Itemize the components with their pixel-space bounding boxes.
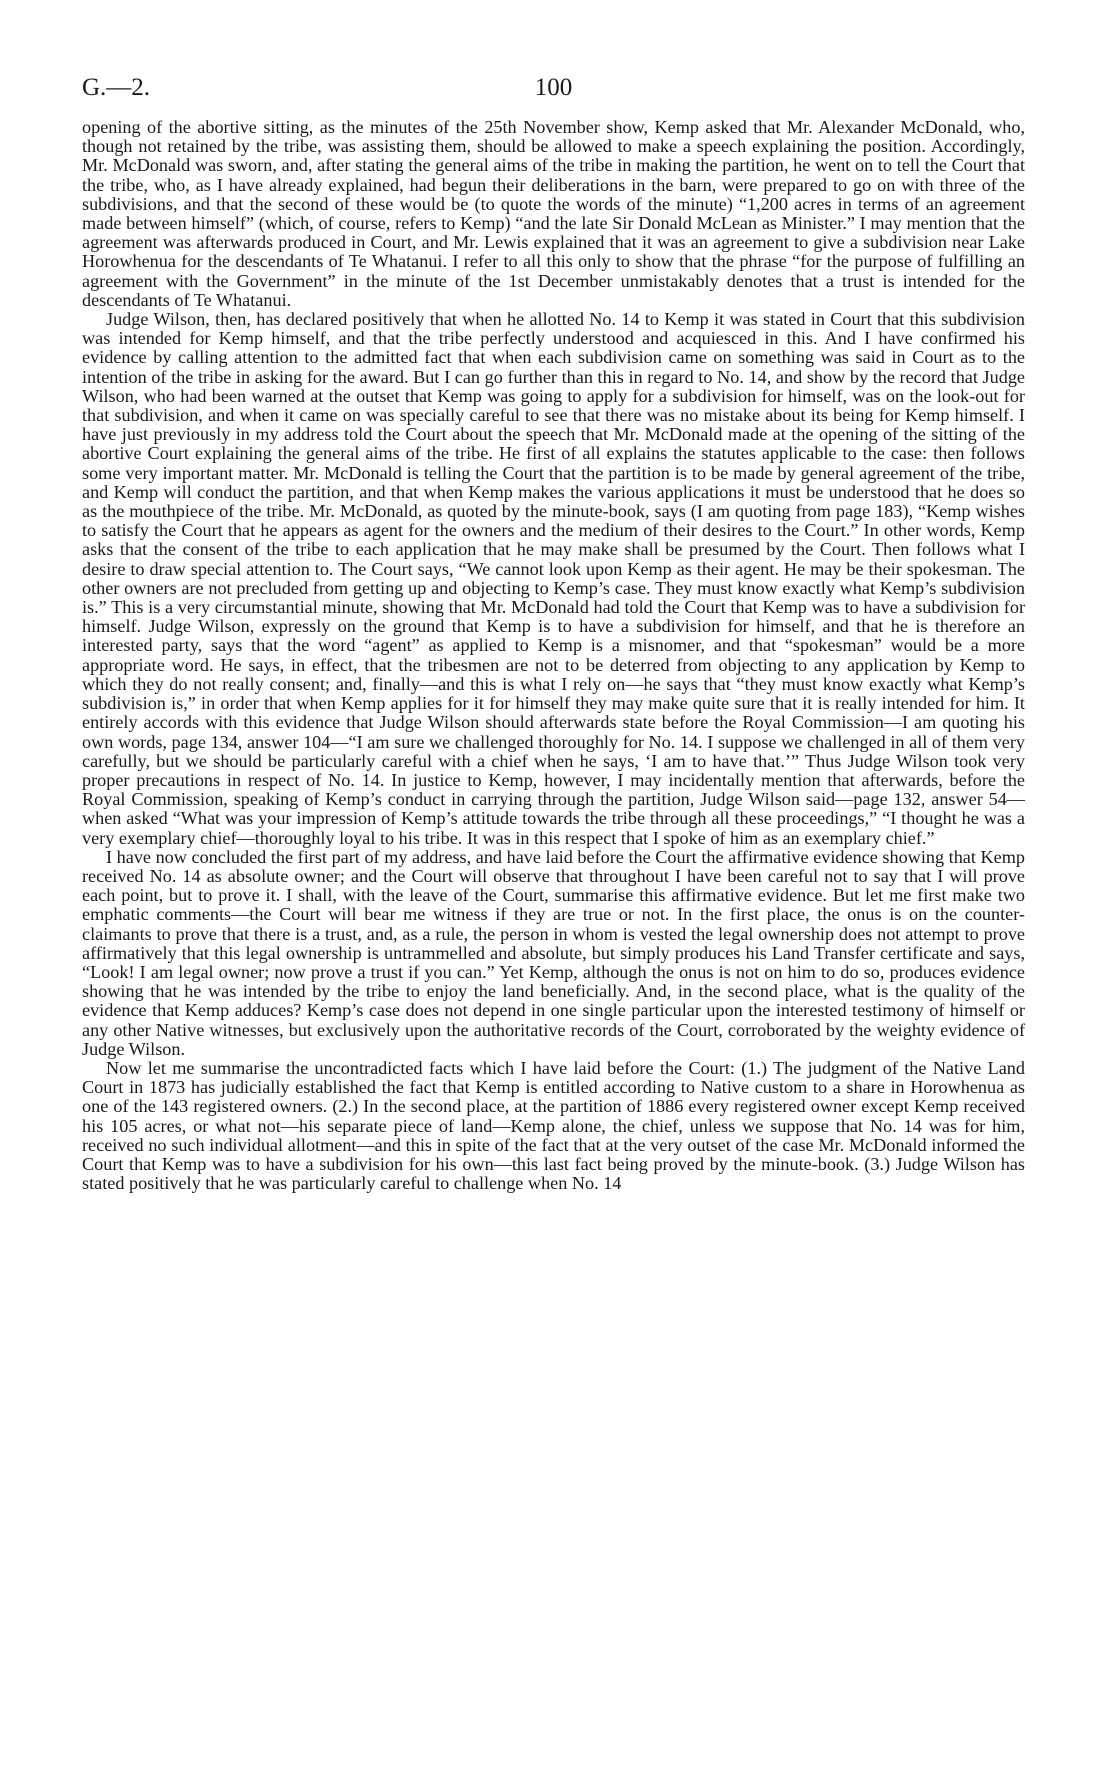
paragraph: Now let me summarise the uncontradicted facts which I have laid before the Court: (1.) The judgment of the Native Land Court in 1873 has judicially established the fact that Kemp is entitled according to Native custom to a share in Horowhenua as one of the 143 registered owners. (2.) In the second place, at the partition of 1886 every registered owner except Kemp received his 105 acres, or what not—his separate piece of land—Kemp alone, the chief, unless we suppose that No. 14 was for him, received no such individual allotment—and this in spite of the fact that at the very outset of the case Mr. McDonald informed the Court that Kemp was to have a subdivision for his own—this last fact being proved by the minute-book. (3.) Judge Wilson has stated positively that he was particularly careful to challenge when No. 14 (82, 1057, 1025, 1194)
document-reference: G.—2. (82, 74, 151, 101)
page-header (82, 74, 1025, 118)
body-text (82, 118, 1025, 1193)
paragraph: opening of the abortive sitting, as the minutes of the 25th November show, Kemp asked that Mr. Alexander McDonald, who, though not retained by the tribe, was assisting them, should be allowed to make a speech explaining the position. Accordingly, Mr. McDonald was sworn, and, after stating the general aims of the tribe in making the partition, he went on to tell the Court that the tribe, who, as I have already explained, had begun their deliberations in the barn, were prepared to go on with three of the subdivisions, and that the second of these would be (to quote the words of the minute) “1,200 acres in terms of an agreement made between himself” (which, of course, refers to Kemp) “and the late Sir Donald McLean as Minister.” I may mention that the agreement was afterwards produced in Court, and Mr. Lewis explained that it was an agreement to give a subdivision near Lake Horowhenua for the descendants of Te Whatanui. I refer to all this only to show that the phrase “for the purpose of fulfilling an agreement with the Government” in the minute of the 1st December unmistakably denotes that a trust is intended for the descendants of Te Whatanui. (82, 117, 1025, 310)
document-page (82, 74, 1025, 1193)
paragraph: Judge Wilson, then, has declared positively that when he allotted No. 14 to Kemp it was stated in Court that this subdivision was intended for Kemp himself, and that the tribe perfectly understood and acquiesced in this. And I have confirmed his evidence by calling attention to the admitted fact that when each subdivision came on something was said in Court as to the intention of the tribe in asking for the award. But I can go further than this in regard to No. 14, and show by the record that Judge Wilson, who had been warned at the outset that Kemp was going to apply for a subdivision for himself, was on the look-out for that subdivision, and when it came on was specially careful to see that there was no mistake about its being for Kemp himself. I have just previously in my address told the Court about the speech that Mr. McDonald made at the opening of the sitting of the abortive Court explaining the general aims of the tribe. He first of all explains the statutes applicable to the case: then follows some very important matter. Mr. McDonald is telling the Court that the partition is to be made by general agreement of the tribe, and Kemp will conduct the partition, and that when Kemp makes the various applications it must be understood that he does so as the mouthpiece of the tribe. Mr. McDonald, as quoted by the minute-book, says (I am quoting from page 183), “Kemp wishes to satisfy the Court that he appears as agent for the owners and the medium of their desires to the Court.” In other words, Kemp asks that the consent of the tribe to each application that he may make shall be presumed by the Court. Then follows what I desire to draw special attention to. The Court says, “We cannot look upon Kemp as their agent. He may be their spokesman. The other owners are not precluded from getting up and objecting to Kemp’s case. They must know exactly what Kemp’s subdivision is.” This is a very circumstantial minute, showing that Mr. McDonald had told the Court that Kemp was to have a subdivision for himself. Judge Wilson, expressly on the ground that Kemp is to have a subdivision for himself, and that he is therefore an interested party, says that the word “agent” as applied to Kemp is a misnomer, and that “spokesman” would be a more appropriate word. He says, in effect, that the tribesmen are not to be deterred from objecting to any application by Kemp to which they do not really consent; and, finally—and this is what I rely on—he says that “they must know exactly what Kemp’s subdivision is,” in order that when Kemp applies for it for himself they may make quite sure that it is really intended for him. It entirely accords with this evidence that Judge Wilson should afterwards state before the Royal Commission—I am quoting his own words, page 134, answer 104—“I am sure we challenged thoroughly for No. 14. I suppose we challenged in all of them very carefully, but we should be particularly careful with a chief when he says, ‘I am to have that.’” Thus Judge Wilson took very proper precautions in respect of No. 14. In justice to Kemp, however, I may incidentally mention that afterwards, before the Royal Commission, speaking of Kemp’s conduct in carrying through the partition, Judge Wilson said—page 132, answer 54—when asked “What was your impression of Kemp’s attitude towards the tribe through all these proceedings,” “I thought he was a very exemplary chief—thoroughly loyal to his tribe. It was in this respect that I spoke of him as an exemplary chief.” (82, 309, 1025, 848)
paragraph: I have now concluded the first part of my address, and have laid before the Court the affirmative evidence showing that Kemp received No. 14 as absolute owner; and the Court will observe that throughout I have been careful not to say that I will prove each point, but to prove it. I shall, with the leave of the Court, summarise this affirmative evidence. But let me first make two emphatic comments—the Court will bear me witness if they are true or not. In the first place, the onus is on the counter-claimants to prove that there is a trust, and, as a rule, the person in whom is vested the legal ownership does not attempt to prove affirmatively that this legal ownership is untrammelled and absolute, but simply produces his Land Transfer certificate and says, “Look! I am legal owner; now prove a trust if you can.” Yet Kemp, although the onus is not on him to do so, produces evidence showing that he was intended by the tribe to enjoy the land beneficially. And, in the second place, what is the quality of the evidence that Kemp adduces? Kemp’s case does not depend in one single particular upon the interested testimony of himself or any other Native witnesses, but exclusively upon the authoritative records of the Court, corroborated by the weighty evidence of Judge Wilson. (82, 846, 1025, 1059)
page-number: 100 (534, 74, 573, 101)
